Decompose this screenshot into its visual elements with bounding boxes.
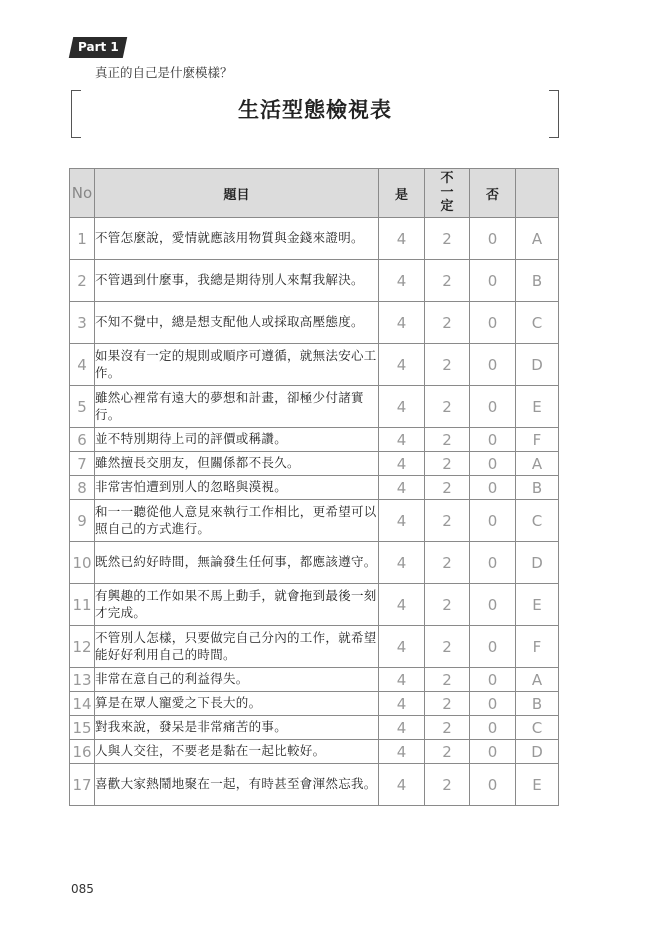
row-number: 12	[70, 626, 95, 668]
no-score: 0	[470, 302, 516, 344]
no-score: 0	[470, 542, 516, 584]
row-number: 11	[70, 584, 95, 626]
table-row	[70, 668, 559, 692]
question-text: 雖然心裡常有遠大的夢想和計畫，卻極少付諸實行。	[95, 386, 379, 428]
no-score: 0	[470, 260, 516, 302]
no-score: 0	[470, 218, 516, 260]
yes-score: 4	[379, 740, 425, 764]
question-text: 對我來說，發呆是非常痛苦的事。	[95, 716, 379, 740]
chapter-subtitle: 真正的自己是什麼模樣？	[95, 65, 233, 80]
unsure-score: 2	[425, 218, 470, 260]
question-text: 不管別人怎樣，只要做完自己分內的工作，就希望能好好利用自己的時間。	[95, 626, 379, 668]
table-row	[70, 302, 559, 344]
unsure-score: 2	[425, 764, 470, 806]
yes-score: 4	[379, 716, 425, 740]
question-text: 雖然擅長交朋友，但關係都不長久。	[95, 452, 379, 476]
title-frame	[71, 90, 559, 136]
question-text: 喜歡大家熱鬧地聚在一起，有時甚至會渾然忘我。	[95, 764, 379, 806]
row-number: 15	[70, 716, 95, 740]
unsure-score: 2	[425, 716, 470, 740]
category-letter: D	[516, 344, 559, 386]
table-header-row	[70, 169, 559, 218]
yes-score: 4	[379, 302, 425, 344]
table-row	[70, 584, 559, 626]
unsure-score: 2	[425, 500, 470, 542]
yes-score: 4	[379, 626, 425, 668]
part-badge	[69, 37, 127, 58]
question-text: 不管怎麼說，愛情就應該用物質與金錢來證明。	[95, 218, 379, 260]
category-letter: B	[516, 692, 559, 716]
yes-score: 4	[379, 386, 425, 428]
no-score: 0	[470, 764, 516, 806]
row-number: 10	[70, 542, 95, 584]
no-score: 0	[470, 626, 516, 668]
no-score: 0	[470, 692, 516, 716]
no-score: 0	[470, 476, 516, 500]
table-row	[70, 740, 559, 764]
yes-score: 4	[379, 344, 425, 386]
category-letter: B	[516, 476, 559, 500]
unsure-score: 2	[425, 476, 470, 500]
no-score: 0	[470, 344, 516, 386]
category-letter: B	[516, 260, 559, 302]
unsure-score: 2	[425, 668, 470, 692]
category-letter: C	[516, 302, 559, 344]
table-row	[70, 764, 559, 806]
yes-score: 4	[379, 500, 425, 542]
category-letter: D	[516, 740, 559, 764]
row-number: 13	[70, 668, 95, 692]
no-score: 0	[470, 428, 516, 452]
unsure-score: 2	[425, 740, 470, 764]
row-number: 6	[70, 428, 95, 452]
category-letter: A	[516, 452, 559, 476]
row-number: 4	[70, 344, 95, 386]
yes-score: 4	[379, 764, 425, 806]
row-number: 17	[70, 764, 95, 806]
question-text: 如果沒有一定的規則或順序可遵循，就無法安心工作。	[95, 344, 379, 386]
question-text: 和一一聽從他人意見來執行工作相比，更希望可以照自己的方式進行。	[95, 500, 379, 542]
row-number: 16	[70, 740, 95, 764]
yes-score: 4	[379, 476, 425, 500]
unsure-score: 2	[425, 428, 470, 452]
unsure-score: 2	[425, 386, 470, 428]
row-number: 7	[70, 452, 95, 476]
no-score: 0	[470, 386, 516, 428]
category-letter: A	[516, 668, 559, 692]
row-number: 2	[70, 260, 95, 302]
unsure-score: 2	[425, 626, 470, 668]
question-text: 有興趣的工作如果不馬上動手，就會拖到最後一刻才完成。	[95, 584, 379, 626]
header-no-answer: 否	[470, 169, 516, 218]
part-label: Part 1	[77, 40, 119, 54]
no-score: 0	[470, 740, 516, 764]
table-row	[70, 476, 559, 500]
header-no: No	[70, 169, 95, 218]
page-title: 生活型態檢視表	[238, 98, 392, 122]
unsure-score: 2	[425, 452, 470, 476]
table-row	[70, 692, 559, 716]
question-text: 既然已約好時間，無論發生任何事，都應該遵守。	[95, 542, 379, 584]
category-letter: E	[516, 764, 559, 806]
table-row	[70, 218, 559, 260]
no-score: 0	[470, 452, 516, 476]
yes-score: 4	[379, 452, 425, 476]
table-row	[70, 452, 559, 476]
no-score: 0	[470, 500, 516, 542]
table-row	[70, 428, 559, 452]
unsure-score: 2	[425, 302, 470, 344]
question-text: 非常在意自己的利益得失。	[95, 668, 379, 692]
category-letter: F	[516, 626, 559, 668]
category-letter: E	[516, 584, 559, 626]
question-text: 不管遇到什麼事，我總是期待別人來幫我解決。	[95, 260, 379, 302]
unsure-score: 2	[425, 344, 470, 386]
category-letter: E	[516, 386, 559, 428]
row-number: 8	[70, 476, 95, 500]
yes-score: 4	[379, 218, 425, 260]
lifestyle-checklist-table	[69, 168, 559, 806]
unsure-score: 2	[425, 584, 470, 626]
table-row	[70, 344, 559, 386]
header-question: 題目	[95, 169, 379, 218]
yes-score: 4	[379, 260, 425, 302]
unsure-score: 2	[425, 692, 470, 716]
table-row	[70, 626, 559, 668]
unsure-score: 2	[425, 260, 470, 302]
table-row	[70, 500, 559, 542]
table-row	[70, 716, 559, 740]
category-letter: F	[516, 428, 559, 452]
question-text: 並不特別期待上司的評價或稱讚。	[95, 428, 379, 452]
category-letter: D	[516, 542, 559, 584]
category-letter: C	[516, 716, 559, 740]
row-number: 3	[70, 302, 95, 344]
no-score: 0	[470, 584, 516, 626]
table-row	[70, 260, 559, 302]
yes-score: 4	[379, 584, 425, 626]
header-category	[516, 169, 559, 218]
row-number: 5	[70, 386, 95, 428]
header-unsure-label: 不一定	[440, 171, 454, 214]
table-row	[70, 386, 559, 428]
category-letter: A	[516, 218, 559, 260]
category-letter: C	[516, 500, 559, 542]
header-yes: 是	[379, 169, 425, 218]
unsure-score: 2	[425, 542, 470, 584]
yes-score: 4	[379, 668, 425, 692]
row-number: 1	[70, 218, 95, 260]
no-score: 0	[470, 668, 516, 692]
question-text: 非常害怕遭到別人的忽略與漠視。	[95, 476, 379, 500]
page-number: 085	[71, 882, 94, 896]
header-unsure	[425, 169, 470, 218]
row-number: 14	[70, 692, 95, 716]
yes-score: 4	[379, 428, 425, 452]
table-row	[70, 542, 559, 584]
question-text: 不知不覺中，總是想支配他人或採取高壓態度。	[95, 302, 379, 344]
no-score: 0	[470, 716, 516, 740]
question-text: 人與人交往，不要老是黏在一起比較好。	[95, 740, 379, 764]
yes-score: 4	[379, 542, 425, 584]
row-number: 9	[70, 500, 95, 542]
question-text: 算是在眾人寵愛之下長大的。	[95, 692, 379, 716]
yes-score: 4	[379, 692, 425, 716]
